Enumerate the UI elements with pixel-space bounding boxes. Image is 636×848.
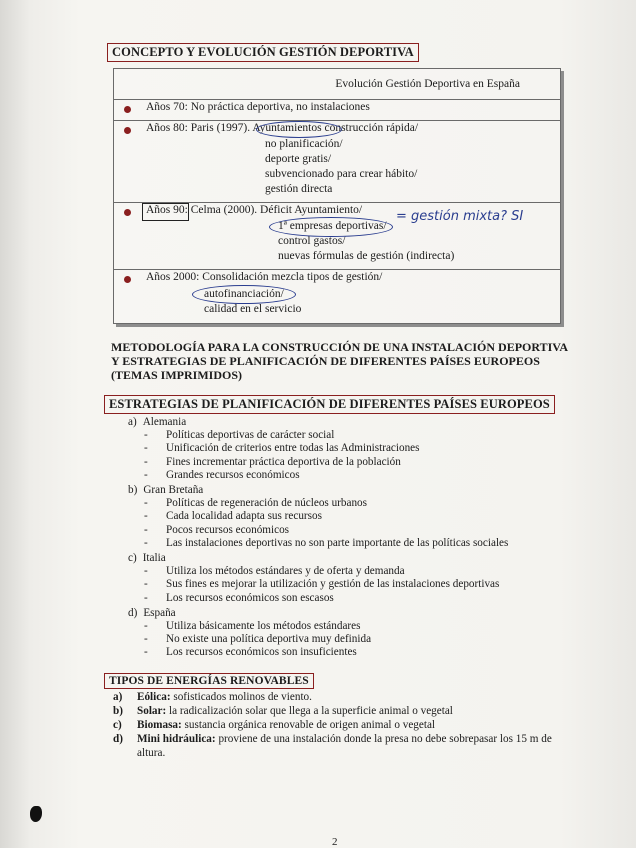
row-80-item: no planificación/ — [265, 138, 343, 150]
ink-stain — [30, 806, 42, 822]
section-title-estrategias: ESTRATEGIAS DE PLANIFICACIÓN DE DIFERENTES PAÍSES EUROPEOS — [104, 395, 555, 414]
list-item: - Fines incrementar práctica deportiva de la población — [166, 456, 401, 469]
row-2000-lead: Años 2000: Consolidación mezcla tipos de gestión/ — [146, 271, 383, 283]
list-item: - Utiliza básicamente los métodos estándares — [166, 620, 360, 633]
row-2000-item: autofinanciación/ — [204, 288, 284, 300]
country-letter: c) — [128, 552, 137, 564]
country-name: España — [143, 606, 176, 619]
list-item: - Cada localidad adapta sus recursos — [166, 510, 322, 523]
energy-name: Biomasa: — [137, 719, 182, 731]
row-2000-item: calidad en el servicio — [204, 303, 302, 315]
country-letter: d) — [128, 606, 138, 619]
energy-letter: c) — [113, 719, 122, 731]
row-90-item: nuevas fórmulas de gestión (indirecta) — [278, 250, 455, 262]
country-name: Gran Bretaña — [143, 484, 204, 496]
country-letter: a) — [128, 416, 137, 428]
bullet-icon — [124, 106, 131, 113]
list-item: - Los recursos económicos son insuficientes — [166, 646, 357, 659]
energy-item — [113, 690, 563, 704]
energies-list — [113, 690, 563, 760]
list-item: - Políticas deportivas de carácter social — [166, 429, 334, 442]
row-anos-90 — [114, 203, 560, 270]
list-item: - Los recursos económicos son escasos — [166, 592, 334, 605]
energy-item — [113, 718, 563, 732]
row-80-item: gestión directa — [265, 183, 333, 195]
row-80-lead: Años 80: Paris (1997). Ayuntamientos construcción rápida/ — [146, 122, 419, 134]
row-anos-70 — [114, 100, 560, 121]
list-item: - Pocos recursos económicos — [166, 524, 289, 537]
page-number: 2 — [332, 836, 338, 848]
handwritten-circle — [269, 217, 393, 237]
list-item: - Unificación de criterios entre todas las Administraciones — [166, 442, 420, 455]
row-70-text: Años 70: No práctica deportiva, no instalaciones — [146, 101, 370, 113]
metodologia-heading: METODOLOGÍA PARA LA CONSTRUCCIÓN DE UNA INSTALACIÓN DEPORTIVA Y ESTRATEGIAS DE PLANIFICACIÓN DE DIFERENTES PAÍSES EUROPEOS (TEMAS IMPRIMIDOS) — [111, 340, 568, 382]
energy-letter: a) — [113, 691, 123, 703]
row-anos-80 — [114, 121, 560, 203]
list-item: - Grandes recursos económicos — [166, 469, 300, 482]
list-item: - Sus fines es mejorar la utilización y gestión de las instalaciones deportivas — [166, 578, 499, 591]
energy-item — [113, 732, 563, 760]
energy-name: Solar: — [137, 705, 167, 717]
country-heading — [128, 484, 203, 497]
handwritten-note: = gestión mixta? SI — [396, 209, 524, 224]
country-name: Alemania — [142, 416, 187, 428]
row-80-item: subvencionado para crear hábito/ — [265, 168, 418, 180]
row-anos-2000 — [114, 270, 560, 322]
country-heading — [128, 607, 176, 620]
country-heading — [128, 552, 166, 565]
list-item: - Políticas de regeneración de núcleos urbanos — [166, 497, 367, 510]
evolution-table-header: Evolución Gestión Deportiva en España — [114, 69, 560, 100]
energy-description: proviene de una instalación donde la presa no debe sobrepasar los 15 m de altura. — [137, 733, 552, 759]
list-item: - No existe una política deportiva muy definida — [166, 633, 371, 646]
bullet-icon — [124, 209, 131, 216]
energy-item — [113, 704, 563, 718]
energy-letter: d) — [113, 733, 123, 745]
list-item: - Utiliza los métodos estándares y de oferta y demanda — [166, 565, 405, 578]
evolution-table — [113, 68, 561, 324]
country-name: Italia — [142, 552, 166, 564]
handwritten-circle — [192, 285, 296, 304]
row-80-item: deporte gratis/ — [265, 153, 332, 165]
row-90-item: control gastos/ — [278, 235, 346, 247]
list-item: - Las instalaciones deportivas no son parte importante de las políticas sociales — [166, 537, 508, 550]
energy-letter: b) — [113, 705, 123, 717]
energy-name: Eólica: — [137, 691, 171, 703]
section-title-energias: TIPOS DE ENERGÍAS RENOVABLES — [104, 673, 314, 689]
energy-description: sofisticados molinos de viento. — [170, 691, 312, 703]
handwritten-circle — [256, 121, 342, 138]
energy-description: sustancia orgánica renovable de origen animal o vegetal — [181, 719, 436, 731]
country-heading — [128, 416, 186, 429]
section-title-concepto: CONCEPTO Y EVOLUCIÓN GESTIÓN DEPORTIVA — [107, 43, 419, 62]
bullet-icon — [124, 276, 131, 283]
energy-name: Mini hidráulica: — [137, 733, 216, 745]
energy-description: la radicalización solar que llega a la superficie animal o vegetal — [166, 705, 453, 717]
row-90-lead: Años 90: Celma (2000). Déficit Ayuntamiento/ — [146, 204, 363, 216]
country-letter: b) — [128, 484, 138, 496]
row-90-item: 1ª empresas deportivas/ — [278, 220, 387, 232]
bullet-icon — [124, 127, 131, 134]
